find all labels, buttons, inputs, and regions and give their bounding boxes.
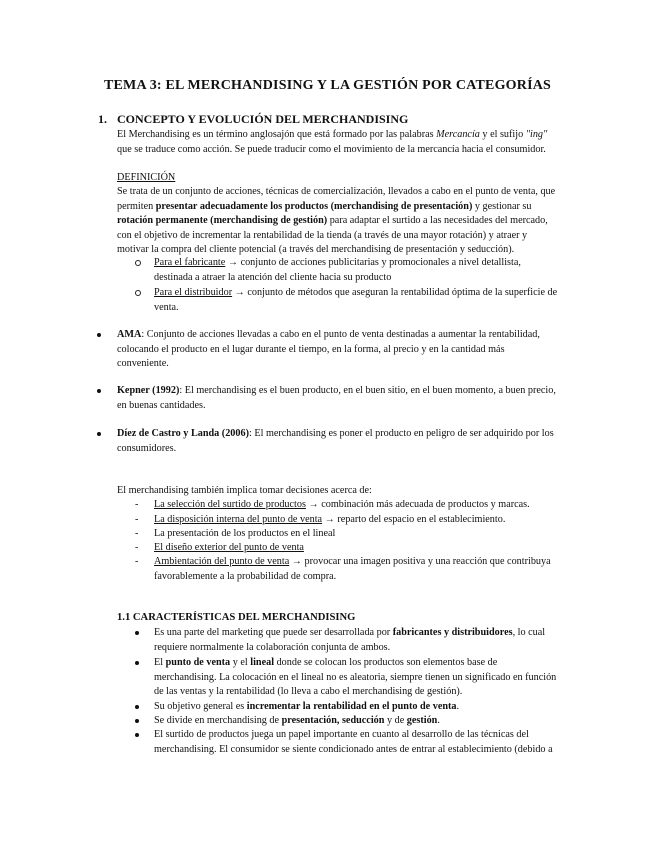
- text: donde se colocan los productos son elementos base de: [274, 657, 498, 668]
- bold-text: incrementar la rentabilidad en el punto de venta: [246, 701, 457, 712]
- dash-bullet: -: [135, 556, 139, 567]
- text: : El merchandising es poner el producto en peligro de ser adquirido por los: [248, 428, 554, 439]
- arrow-glyph: →: [225, 257, 241, 268]
- bullet-icon: [97, 432, 101, 436]
- dash-bullet: -: [135, 528, 139, 539]
- text: y el sufijo: [479, 129, 526, 140]
- section-1-number: 1.: [98, 112, 107, 126]
- sub-item-fabricante: [154, 256, 584, 285]
- bullet-icon: [97, 389, 101, 393]
- circle-bullet-icon: [135, 290, 141, 296]
- dash-bullet: -: [135, 542, 139, 553]
- bold-text: presentar adecuadamente los productos (merchandising de presentación): [155, 200, 473, 212]
- text: → provocar una imagen positiva y una reacción que contribuya: [289, 556, 551, 567]
- text: conjunto de métodos que aseguran la rentabilidad óptima de la superficie de: [247, 287, 558, 298]
- caracteristica-item: [154, 626, 584, 655]
- text: venta.: [154, 301, 179, 313]
- text: La presentación de los productos en el lineal: [154, 528, 336, 539]
- underlined-text: Para el distribuidor: [154, 287, 233, 298]
- text: en buenas cantidades.: [117, 399, 206, 411]
- definicion-paragraph: [117, 185, 587, 258]
- caracteristica-item: [154, 728, 584, 757]
- arrow-glyph: →: [232, 287, 248, 298]
- text: conveniente.: [117, 358, 169, 370]
- document-title: TEMA 3: EL MERCHANDISING Y LA GESTIÓN POR CATEGORÍAS: [103, 78, 552, 93]
- dash-bullet: -: [135, 499, 139, 510]
- decision-item: [154, 498, 584, 513]
- section-1-intro: [117, 128, 587, 157]
- bullet-icon: [135, 661, 139, 665]
- bold-text: punto de venta: [165, 657, 231, 668]
- text: favorablemente a la probabilidad de compra.: [154, 570, 337, 582]
- text: .: [456, 701, 460, 712]
- dash-bullet: -: [135, 514, 139, 525]
- text: y el: [230, 657, 251, 668]
- bold-text: lineal: [250, 657, 275, 668]
- text: Se trata de un conjunto de acciones, técnicas de comercialización, llevados a cabo en el punto de venta, que: [117, 186, 556, 197]
- text: : El merchandising es el buen producto, en el buen sitio, en el buen momento, a buen precio,: [179, 385, 556, 396]
- bold-text: fabricantes y distribuidores: [392, 627, 513, 638]
- text: Su objetivo general es: [154, 701, 247, 712]
- italic-text: Mercancía: [436, 129, 480, 140]
- text: permiten: [117, 200, 156, 212]
- text: merchandising. El consumidor se siente condicionado antes de entrar al establecimiento (debido a: [154, 743, 553, 755]
- text: de las ventas y la rentabilidad (lo lleva a cabo el merchandising de gestión).: [154, 686, 463, 698]
- decision-item: [154, 541, 584, 556]
- section-1-1-heading: 1.1 CARACTERÍSTICAS DEL MERCHANDISING: [117, 612, 356, 623]
- text: motivar la compra del cliente potencial (a través del merchandising de presentación y seducción).: [117, 244, 515, 256]
- italic-text: "ing": [525, 129, 548, 140]
- bullet-icon: [135, 705, 139, 709]
- text: El: [154, 657, 166, 668]
- text: .: [437, 715, 440, 726]
- definicion-label: DEFINICIÓN: [117, 172, 176, 183]
- decision-item: [154, 527, 584, 542]
- caracteristica-item: [154, 714, 584, 729]
- decision-item: [154, 513, 584, 528]
- text: para adaptar el surtido a las necesidades del mercado,: [327, 215, 548, 227]
- underlined-text: Para el fabricante: [154, 257, 226, 268]
- text: destinada a atraer la atención del cliente hacia su producto: [154, 271, 392, 283]
- text: con el objetivo de incrementar la rentabilidad de la tienda (a través de una mayor rotación) y atraer y: [117, 229, 528, 241]
- text: : Conjunto de acciones llevadas a cabo en el punto de venta destinadas a aumentar la rentabilidad,: [141, 329, 540, 340]
- bullet-icon: [135, 631, 139, 635]
- bold-text: Díez de Castro y Landa (2006): [117, 428, 249, 439]
- text: Se divide en merchandising de: [154, 715, 282, 726]
- bold-text: presentación, seducción: [281, 715, 385, 726]
- text: merchandising. La colocación en el lineal no es aleatoria, siempre tienen un significado en función: [154, 671, 557, 683]
- caracteristica-item: [154, 656, 584, 700]
- decision-item: [154, 555, 584, 584]
- decisiones-intro: El merchandising también implica tomar decisiones acerca de:: [117, 485, 372, 496]
- underlined-text: Ambientación del punto de venta: [154, 556, 290, 567]
- section-1-heading: CONCEPTO Y EVOLUCIÓN DEL MERCHANDISING: [117, 112, 409, 126]
- text: → reparto del espacio en el establecimiento.: [322, 514, 506, 525]
- text: El surtido de productos juega un papel importante en cuanto al desarrollo de las técnicas del: [154, 729, 529, 740]
- text: colocando el producto en el lugar durante el tiempo, en la forma, al precio y en la cantidad más: [117, 343, 505, 355]
- underlined-text: La disposición interna del punto de venta: [154, 514, 323, 525]
- bold-text: AMA: [117, 329, 142, 340]
- bullet-icon: [97, 333, 101, 337]
- bold-text: Kepner (1992): [117, 385, 180, 396]
- text: requiere normalmente la colaboración conjunta de ambos.: [154, 641, 391, 653]
- text: conjunto de acciones publicitarias y promocionales a nivel detallista,: [240, 257, 521, 268]
- circle-bullet-icon: [135, 260, 141, 266]
- bullet-icon: [135, 733, 139, 737]
- text: que se traduce como acción. Se puede traducir como el movimiento de la mercancía hacia el consumidor.: [117, 143, 546, 155]
- def-ama: [117, 328, 587, 372]
- text: , lo cual: [512, 627, 546, 638]
- text: → combinación más adecuada de productos y marcas.: [305, 499, 530, 510]
- text: El Merchandising es un término anglosajón que está formado por las palabras: [117, 129, 437, 140]
- text: consumidores.: [117, 442, 177, 454]
- underlined-text: El diseño exterior del punto de venta: [154, 542, 304, 553]
- bold-text: rotación permanente (merchandising de gestión): [117, 215, 328, 227]
- def-diez-de-castro: [117, 427, 587, 456]
- caracteristica-item: [154, 700, 584, 715]
- underlined-text: La selección del surtido de productos: [154, 499, 306, 510]
- def-kepner: [117, 384, 587, 413]
- text: Es una parte del marketing que puede ser desarrollada por: [154, 627, 393, 638]
- text: y de: [384, 715, 407, 726]
- bold-text: gestión: [406, 715, 438, 726]
- text: y gestionar su: [472, 200, 532, 212]
- sub-item-distribuidor: [154, 286, 584, 315]
- bullet-icon: [135, 719, 139, 723]
